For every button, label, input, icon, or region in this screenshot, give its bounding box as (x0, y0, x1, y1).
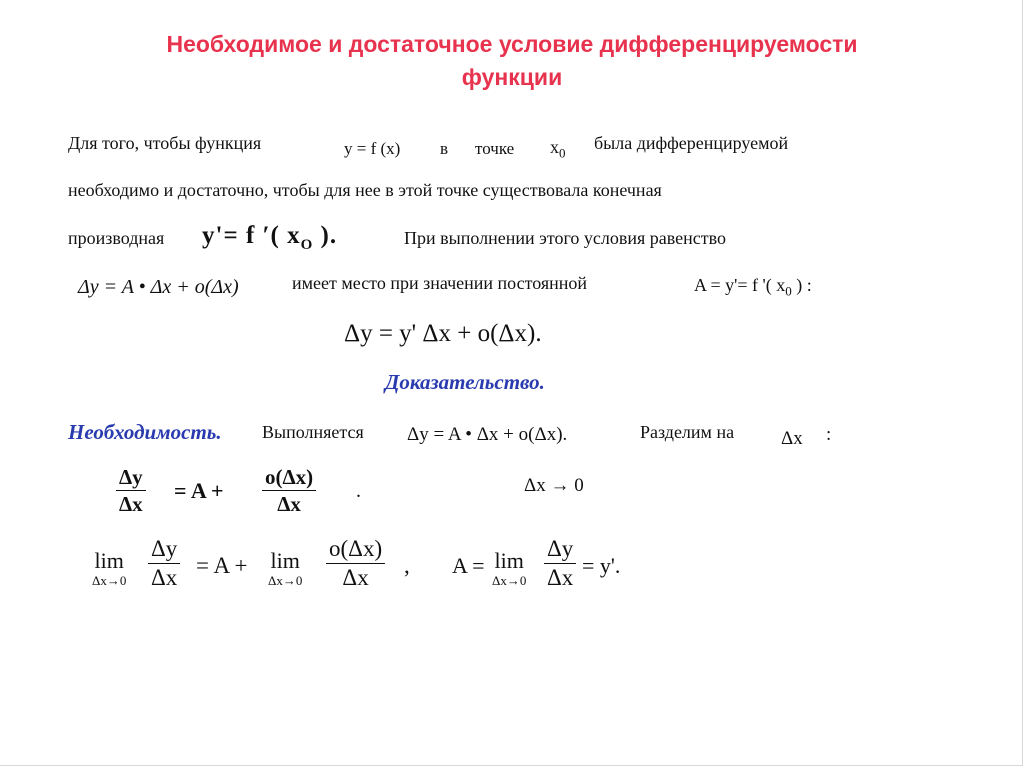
limit-note: Δx → 0 (524, 475, 584, 496)
lim-end: = y'. (582, 553, 621, 578)
frac-dy-dx (116, 466, 146, 515)
frac-den: Δx (342, 565, 369, 591)
lim-a-eq: A = (452, 553, 485, 578)
limit-3 (492, 550, 526, 588)
frac-den: Δx (547, 565, 574, 591)
formula-increment: Δy = A • Δx + o(Δx) (78, 276, 239, 298)
lim-word: lim (94, 548, 124, 573)
frac-bar (544, 563, 576, 564)
center-formula: Δy = y' Δx + o(Δx). (344, 320, 542, 347)
divide-colon: : (826, 424, 832, 445)
frac-num: o(Δx) (329, 536, 383, 561)
formula-y-fx: y = f (x) (344, 139, 401, 158)
frac-num: Δy (119, 465, 143, 489)
formula-a-eq: A = y'= f '( $x_0$ ) : (694, 275, 812, 299)
frac-bar (262, 490, 316, 491)
limit-2 (268, 550, 302, 588)
text-line3-a: производная (68, 228, 165, 248)
lim-frac-2 (326, 537, 385, 590)
frac-bar (326, 563, 385, 564)
frac-den: Δx (119, 492, 143, 517)
title-line-2: функции (461, 64, 563, 90)
frac-num: o(Δx) (265, 465, 314, 489)
lim-sub: Δx→0 (492, 573, 527, 588)
necessity-label: Необходимость. (68, 420, 222, 444)
frac-num: Δy (151, 536, 178, 561)
lim-comma: , (404, 553, 410, 578)
divide-text: Разделим на (640, 422, 735, 442)
title-line-1: Необходимое и достаточное условие дифференцируемости (166, 31, 858, 57)
frac-end: . (356, 480, 361, 502)
lim-mid: = A + (196, 553, 248, 578)
lim-frac-3 (544, 537, 576, 590)
formula-x0: $x_0$ (550, 137, 566, 161)
lim-sub: Δx→0 (92, 573, 127, 588)
formula-derivative: y'= f ′( $x_O$ ). (202, 222, 338, 253)
frac-bar (116, 490, 146, 491)
text-line4-a: имеет место при значении постоянной (292, 273, 588, 293)
limit-1 (92, 550, 126, 588)
proof-heading: Доказательство. (385, 370, 545, 394)
slide-title (62, 28, 962, 94)
frac-o-dx (262, 466, 316, 515)
frac-bar (148, 563, 180, 564)
frac-num: Δy (547, 536, 574, 561)
text-line1-c: точке (475, 139, 515, 158)
text-line1-a: Для того, чтобы функция (68, 133, 262, 153)
necessity-formula: Δy = A • Δx + o(Δx). (407, 424, 568, 445)
lim-frac-1 (148, 537, 180, 590)
lim-word: lim (270, 548, 300, 573)
text-line2: необходимо и достаточно, чтобы для нее в этой точке существовала конечная (68, 180, 662, 200)
necessity-text: Выполняется (262, 422, 364, 442)
lim-sub: Δx→0 (268, 573, 303, 588)
frac-den: Δx (151, 565, 178, 591)
text-line1-b: в (440, 139, 449, 158)
frac-den: Δx (277, 492, 301, 517)
divide-dx: Δx (781, 428, 803, 449)
frac-mid: = A + (174, 478, 224, 503)
text-line1-d: была дифференцируемой (594, 133, 789, 153)
lim-word: lim (494, 548, 524, 573)
text-line3-b: При выполнении этого условия равенство (404, 228, 727, 248)
